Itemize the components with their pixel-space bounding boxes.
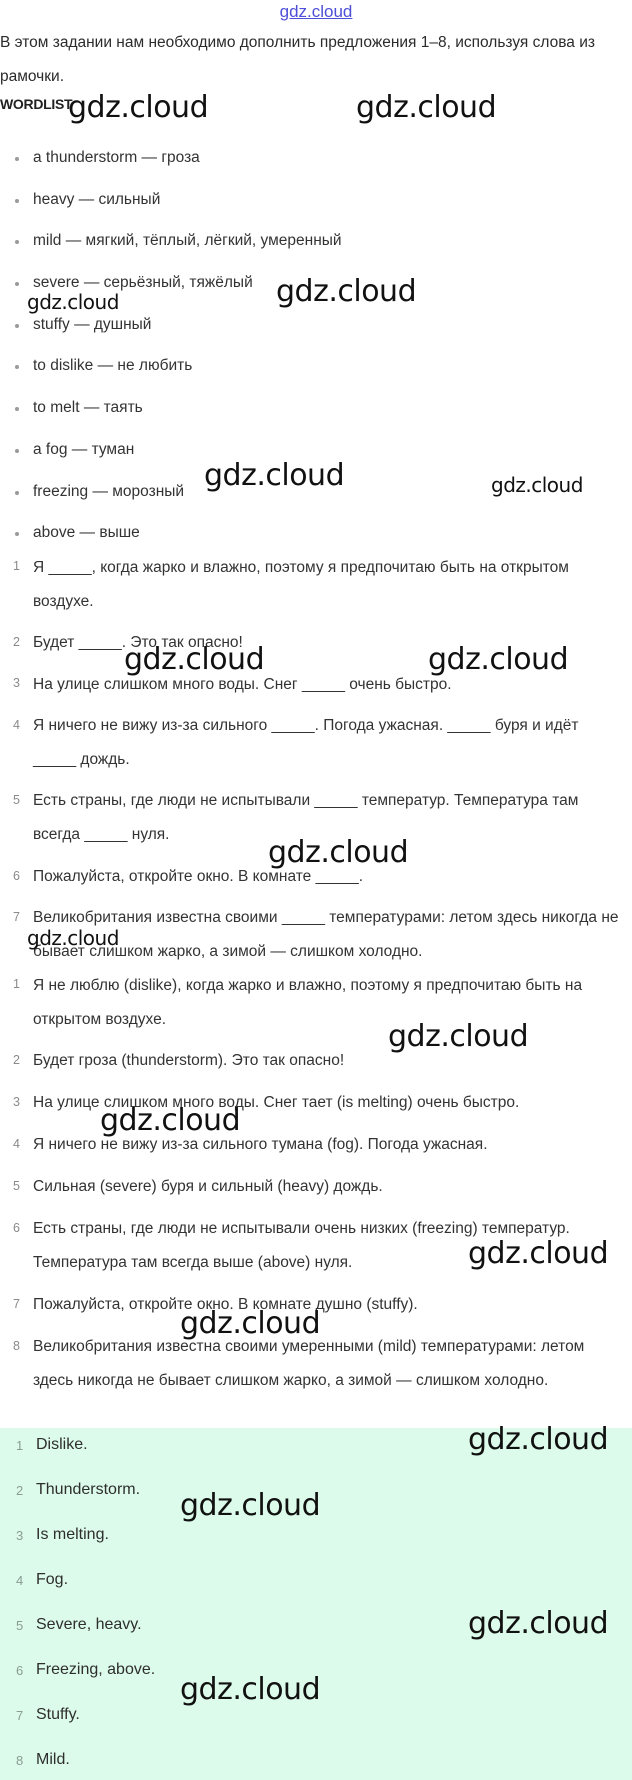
item-number: 7: [13, 910, 20, 924]
bullet-icon: [15, 365, 19, 369]
translation-sentence: Сильная (severe) буря и сильный (heavy) дождь.: [33, 1178, 383, 1195]
bullet-icon: [15, 199, 19, 203]
item-number: 6: [13, 1221, 20, 1235]
answer-number: 7: [16, 1708, 24, 1723]
bullet-icon: [15, 491, 19, 495]
answer-number: 8: [16, 1753, 24, 1768]
bullet-icon: [15, 532, 19, 536]
wordlist-title: WORDLIST: [0, 96, 73, 112]
translation-sentence: Будет гроза (thunderstorm). Это так опасно!: [33, 1052, 345, 1069]
watermark: gdz.cloud: [491, 473, 583, 497]
watermark: gdz.cloud: [388, 1019, 529, 1054]
task-sentence: На улице слишком много воды. Снег _____ очень быстро.: [33, 676, 452, 693]
task-sentence: Я ничего не вижу из-за сильного _____. Погода ужасная. _____ буря и идёт _____ дождь.: [33, 717, 579, 768]
item-number: 4: [13, 718, 20, 732]
item-number: 4: [13, 1137, 20, 1151]
answer-number: 3: [16, 1528, 24, 1543]
watermark: gdz.cloud: [204, 458, 345, 493]
answer-text: Severe, heavy.: [36, 1616, 142, 1633]
bullet-icon: [15, 282, 19, 286]
answer-text: Is melting.: [36, 1526, 109, 1543]
answer-number: 1: [16, 1438, 24, 1453]
translation-sentence: Пожалуйста, откройте окно. В комнате душно (stuffy).: [33, 1296, 418, 1313]
task-sentence: Я _____, когда жарко и влажно, поэтому я предпочитаю быть на открытом воздухе.: [33, 559, 569, 610]
watermark: gdz.cloud: [356, 90, 497, 125]
watermark: gdz.cloud: [180, 1306, 321, 1341]
item-number: 8: [13, 1339, 20, 1353]
watermark: gdz.cloud: [268, 835, 409, 870]
watermark: gdz.cloud: [27, 290, 119, 314]
item-number: 5: [13, 793, 20, 807]
answer-text: Fog.: [36, 1571, 69, 1588]
item-number: 7: [13, 1297, 20, 1311]
item-number: 2: [13, 1053, 20, 1067]
watermark: gdz.cloud: [124, 642, 265, 677]
watermark: gdz.cloud: [68, 90, 209, 125]
item-number: 3: [13, 676, 20, 690]
watermark: gdz.cloud: [180, 1672, 321, 1707]
translation-sentence: Великобритания известна своими умеренными (mild) температурами: летом здесь никогда не бывает слишком жарко, а зимой — слишком холодно.: [33, 1338, 585, 1389]
task-sentence: Будет _____. Это так опасно!: [33, 634, 243, 651]
watermark: gdz.cloud: [27, 926, 119, 950]
answer-text: Stuffy.: [36, 1706, 80, 1723]
watermark: gdz.cloud: [276, 274, 417, 309]
watermark: gdz.cloud: [100, 1103, 241, 1138]
translation-sentence: Есть страны, где люди не испытывали очень низких (freezing) температур. Температура там всегда выше (above) нуля.: [33, 1220, 570, 1271]
watermark: gdz.cloud: [428, 642, 569, 677]
bullet-icon: [15, 407, 19, 411]
site-link[interactable]: gdz.cloud: [279, 2, 353, 21]
answer-number: 5: [16, 1618, 24, 1633]
answer-number: 4: [16, 1573, 24, 1588]
bullet-icon: [15, 324, 19, 328]
task-sentence: Пожалуйста, откройте окно. В комнате _____.: [33, 868, 364, 885]
answer-number: 6: [16, 1663, 24, 1678]
item-number: 6: [13, 869, 20, 883]
item-number: 2: [13, 635, 20, 649]
bullet-icon: [15, 449, 19, 453]
item-number: 1: [13, 977, 20, 991]
task-sentence: Есть страны, где люди не испытывали _____ температур. Температура там всегда _____ нуля.: [33, 792, 579, 843]
answer-text: Freezing, above.: [36, 1661, 156, 1678]
task-intro: В этом задании нам необходимо дополнить предложения 1–8, используя слова из рамочки.: [0, 34, 595, 85]
answer-text: Mild.: [36, 1751, 70, 1768]
item-number: 1: [13, 559, 20, 573]
bullet-icon: [15, 240, 19, 244]
watermark: gdz.cloud: [180, 1488, 321, 1523]
translation-sentence: На улице слишком много воды. Снег тает (is melting) очень быстро.: [33, 1094, 520, 1111]
bullet-icon: [15, 157, 19, 161]
answer-text: Thunderstorm.: [36, 1481, 141, 1498]
answer-text: Dislike.: [36, 1436, 88, 1453]
answer-number: 2: [16, 1483, 24, 1498]
watermark: gdz.cloud: [468, 1236, 609, 1271]
translation-sentence: Я не люблю (dislike), когда жарко и влажно, поэтому я предпочитаю быть на открытом воздухе.: [33, 977, 583, 1028]
translation-sentence: Я ничего не вижу из-за сильного тумана (fog). Погода ужасная.: [33, 1136, 488, 1153]
task-sentence: Великобритания известна своими _____ температурами: летом здесь никогда не бывает слишком жарко, а зимой — слишком холодно.: [33, 909, 619, 960]
watermark: gdz.cloud: [468, 1606, 609, 1641]
answers-panel: [0, 1428, 632, 1780]
item-number: 3: [13, 1095, 20, 1109]
item-number: 5: [13, 1179, 20, 1193]
watermark: gdz.cloud: [468, 1422, 609, 1457]
